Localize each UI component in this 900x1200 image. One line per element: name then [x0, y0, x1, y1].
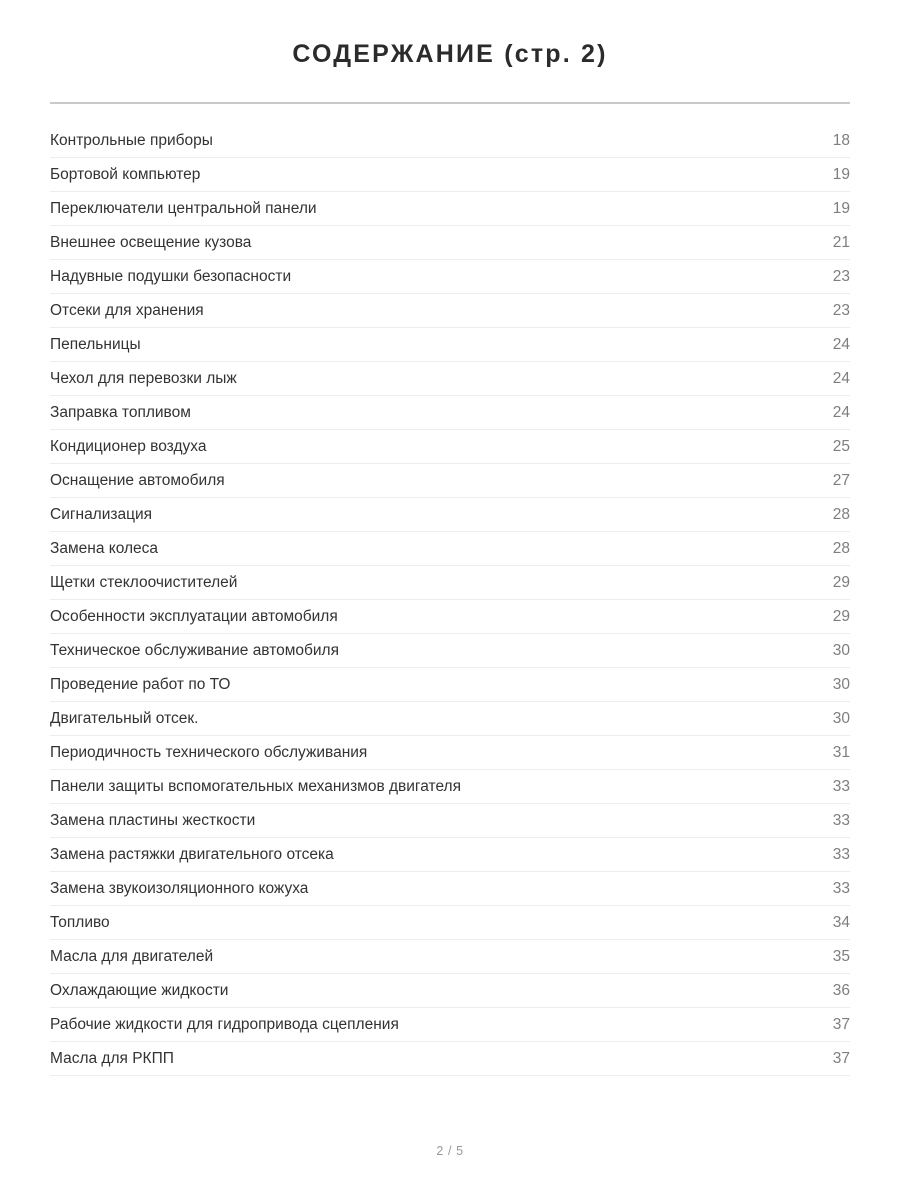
toc-entry[interactable]: [50, 158, 850, 192]
toc-entry-page-number: 31: [832, 744, 850, 761]
toc-entry[interactable]: [50, 770, 850, 804]
toc-entry[interactable]: [50, 668, 850, 702]
toc-entry-title: Бортовой компьютер: [50, 166, 201, 183]
toc-entry[interactable]: [50, 600, 850, 634]
title-divider: [50, 102, 850, 104]
toc-entry-page-number: 21: [832, 234, 850, 251]
toc-entry-title: Масла для РКПП: [50, 1050, 174, 1067]
toc-entry-title: Замена колеса: [50, 540, 159, 557]
toc-entry[interactable]: [50, 804, 850, 838]
toc-entry[interactable]: [50, 872, 850, 906]
toc-entry-page-number: 30: [832, 676, 850, 693]
toc-entry-page-number: 34: [832, 914, 850, 931]
toc-entry-page-number: 33: [832, 880, 850, 897]
toc-entry-page-number: 24: [832, 336, 850, 353]
toc-entry[interactable]: [50, 430, 850, 464]
toc-entry-title: Чехол для перевозки лыж: [50, 370, 237, 387]
toc-entry-page-number: 33: [832, 778, 850, 795]
toc-entry-title: Переключатели центральной панели: [50, 200, 317, 217]
toc-entry-title: Двигательный отсек.: [50, 710, 199, 727]
toc-entry[interactable]: [50, 124, 850, 158]
toc-entry-title: Отсеки для хранения: [50, 302, 204, 319]
toc-entry-title: Щетки стеклоочистителей: [50, 574, 238, 591]
toc-entry[interactable]: [50, 226, 850, 260]
toc-entry[interactable]: [50, 974, 850, 1008]
toc-entry-title: Особенности эксплуатации автомобиля: [50, 608, 338, 625]
page-title: СОДЕРЖАНИЕ (стр. 2): [292, 40, 608, 68]
toc-entry-title: Масла для двигателей: [50, 948, 214, 965]
toc-entry-title: Топливо: [50, 914, 110, 931]
toc-entry-title: Проведение работ по ТО: [50, 676, 231, 693]
toc-entry-title: Замена растяжки двигательного отсека: [50, 846, 334, 863]
toc-entry-page-number: 30: [832, 642, 850, 659]
toc-entry-page-number: 30: [832, 710, 850, 727]
toc-entry-title: Заправка топливом: [50, 404, 191, 421]
toc-entry-page-number: 28: [832, 540, 850, 557]
toc-entry[interactable]: [50, 362, 850, 396]
toc-entry[interactable]: [50, 1042, 850, 1076]
toc-entry[interactable]: [50, 940, 850, 974]
toc-entry-title: Панели защиты вспомогательных механизмов двигателя: [50, 778, 461, 795]
toc-entry-title: Надувные подушки безопасности: [50, 268, 292, 285]
toc-entry[interactable]: [50, 498, 850, 532]
toc-entry[interactable]: [50, 634, 850, 668]
toc-entry-title: Периодичность технического обслуживания: [50, 744, 368, 761]
toc-entry[interactable]: [50, 906, 850, 940]
toc-entry[interactable]: [50, 838, 850, 872]
toc-entry-title: Контрольные приборы: [50, 132, 213, 149]
toc-entry-page-number: 24: [832, 404, 850, 421]
toc-entry-page-number: 23: [832, 268, 850, 285]
toc-entry[interactable]: [50, 736, 850, 770]
toc-entry[interactable]: [50, 396, 850, 430]
toc-entry-page-number: 29: [832, 574, 850, 591]
toc-entry-page-number: 28: [832, 506, 850, 523]
toc-entry-title: Внешнее освещение кузова: [50, 234, 252, 251]
toc-entry[interactable]: [50, 294, 850, 328]
toc-entry[interactable]: [50, 464, 850, 498]
toc-entry-title: Оснащение автомобиля: [50, 472, 225, 489]
toc-entry[interactable]: [50, 566, 850, 600]
toc-entry[interactable]: [50, 1008, 850, 1042]
table-of-contents: [50, 124, 850, 1076]
toc-entry[interactable]: [50, 260, 850, 294]
toc-entry-page-number: 25: [832, 438, 850, 455]
toc-entry-page-number: 19: [832, 166, 850, 183]
toc-entry-page-number: 36: [832, 982, 850, 999]
toc-entry-page-number: 35: [832, 948, 850, 965]
toc-entry-page-number: 23: [832, 302, 850, 319]
toc-entry-page-number: 18: [832, 132, 850, 149]
toc-entry[interactable]: [50, 702, 850, 736]
toc-entry[interactable]: [50, 192, 850, 226]
toc-entry-title: Рабочие жидкости для гидропривода сцепления: [50, 1016, 399, 1033]
toc-entry-title: Кондиционер воздуха: [50, 438, 207, 455]
toc-entry-title: Техническое обслуживание автомобиля: [50, 642, 339, 659]
toc-entry-page-number: 37: [832, 1016, 850, 1033]
toc-entry-page-number: 33: [832, 812, 850, 829]
toc-entry[interactable]: [50, 532, 850, 566]
toc-entry-title: Замена пластины жесткости: [50, 812, 256, 829]
toc-entry-title: Пепельницы: [50, 336, 141, 353]
page-number-footer: 2 / 5: [436, 1144, 464, 1158]
toc-entry-title: Охлаждающие жидкости: [50, 982, 229, 999]
toc-entry-page-number: 19: [832, 200, 850, 217]
toc-entry-title: Замена звукоизоляционного кожуха: [50, 880, 309, 897]
toc-entry-page-number: 24: [832, 370, 850, 387]
toc-entry-page-number: 33: [832, 846, 850, 863]
toc-entry-page-number: 29: [832, 608, 850, 625]
toc-entry-title: Сигнализация: [50, 506, 153, 523]
toc-entry[interactable]: [50, 328, 850, 362]
toc-entry-page-number: 37: [832, 1050, 850, 1067]
toc-entry-page-number: 27: [832, 472, 850, 489]
